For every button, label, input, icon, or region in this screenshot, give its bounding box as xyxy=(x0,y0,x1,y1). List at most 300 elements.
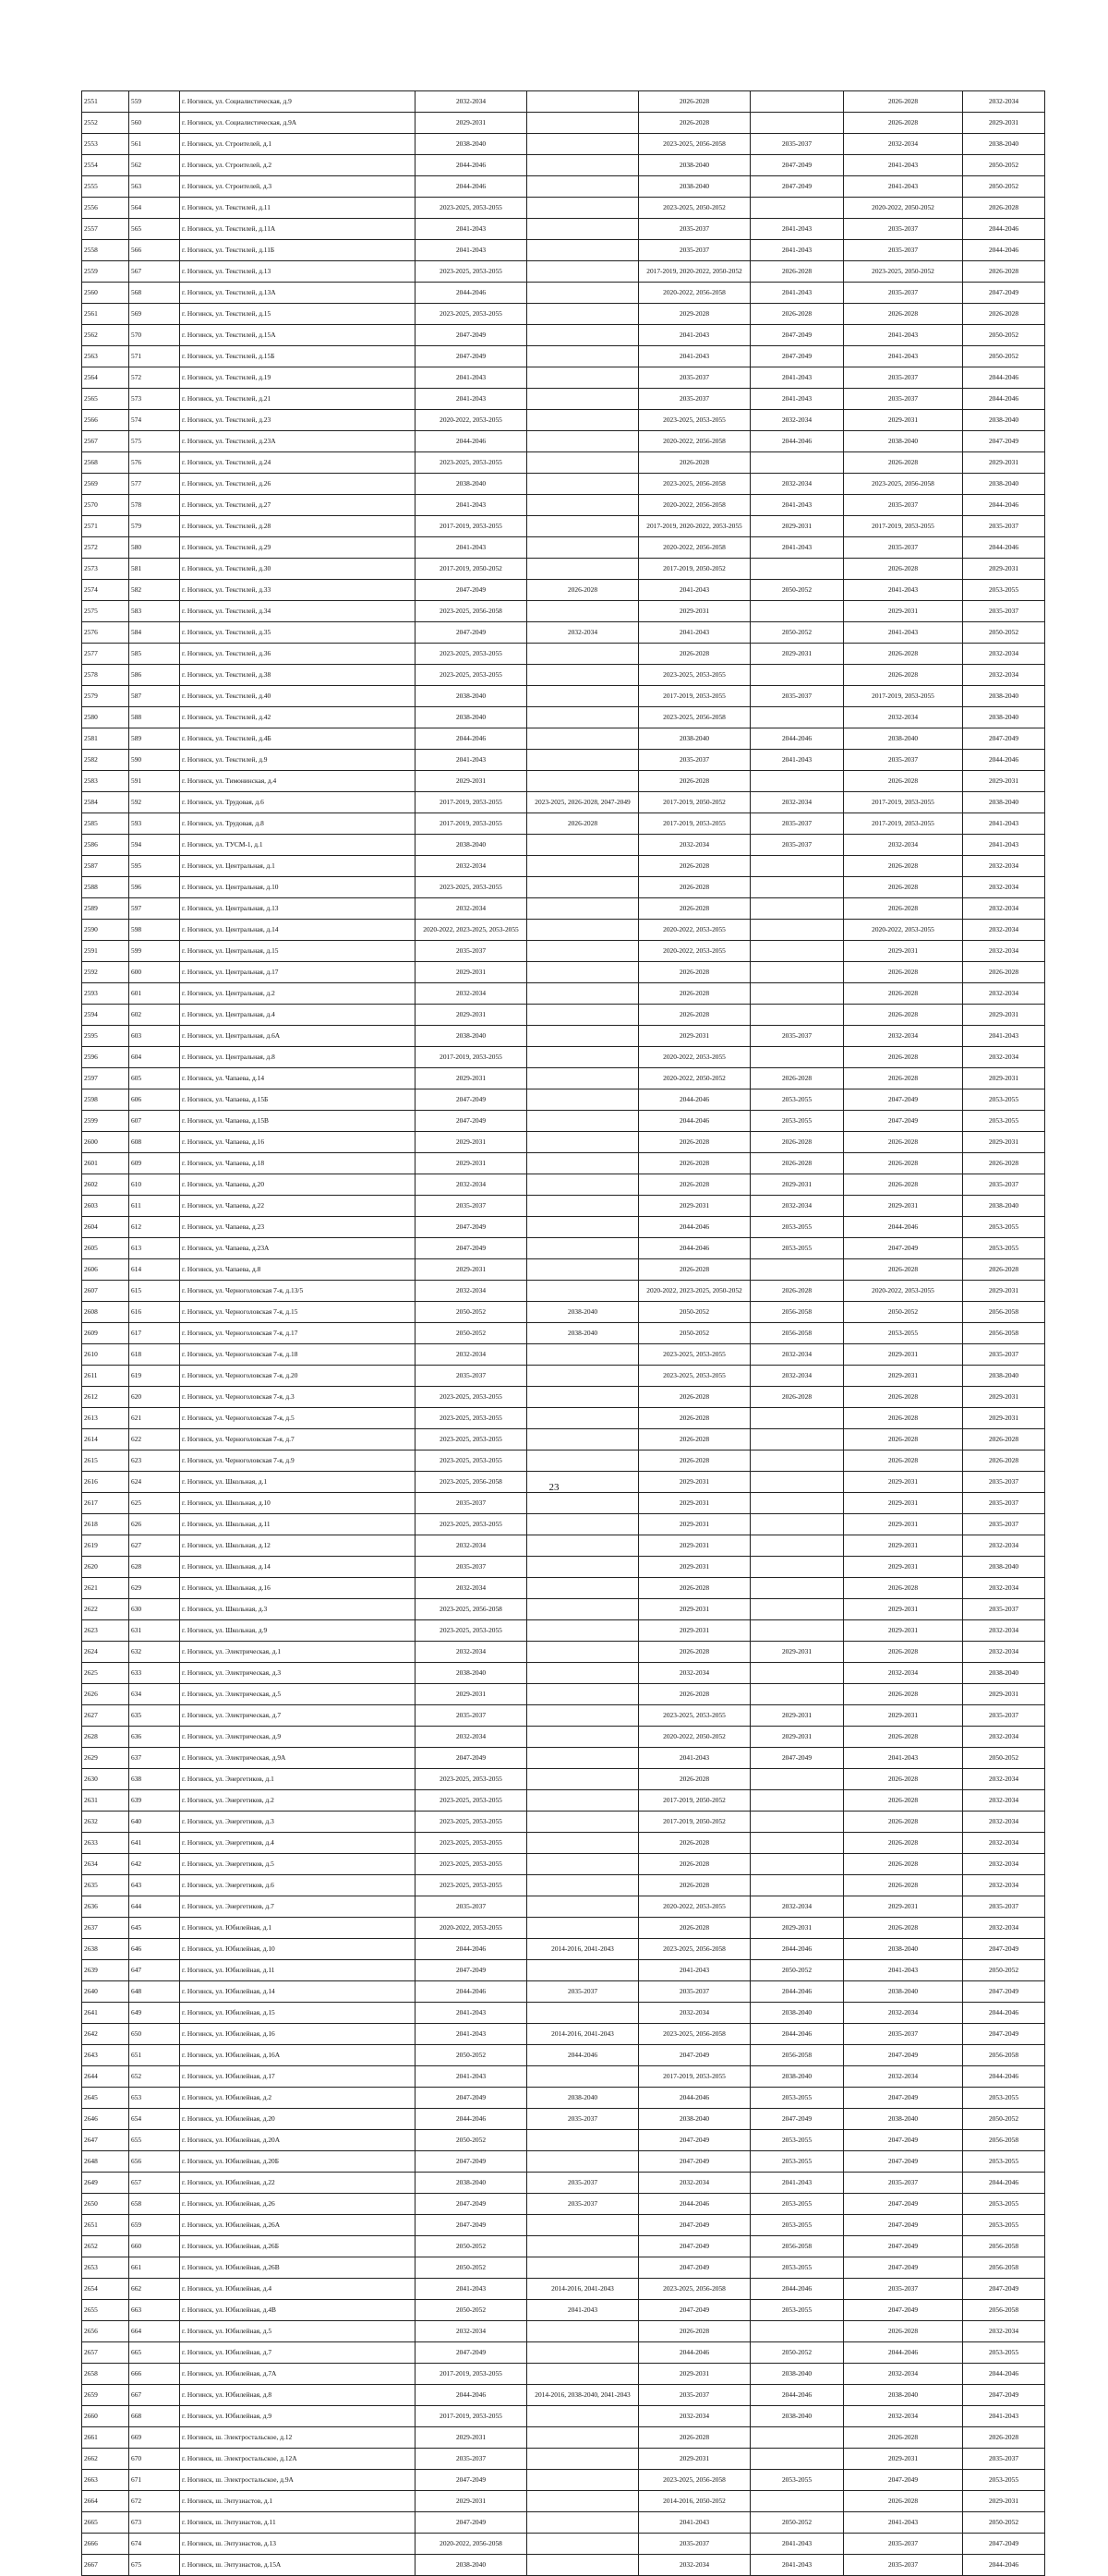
period-col-6-cell: 2026-2028 xyxy=(963,1429,1045,1451)
period-col-6-cell: 2041-2043 xyxy=(963,835,1045,856)
table-row xyxy=(82,835,1045,856)
period-col-6-cell: 2047-2049 xyxy=(963,2385,1045,2406)
period-col-1-cell: 2038-2040 xyxy=(416,835,527,856)
period-col-2-cell xyxy=(527,1047,639,1068)
period-col-3-cell: 2026-2028 xyxy=(639,1769,751,1790)
period-col-2-cell xyxy=(527,537,639,559)
period-col-6-cell: 2032-2034 xyxy=(963,877,1045,898)
row-number-cell: 2645 xyxy=(82,2088,129,2109)
object-number-cell: 563 xyxy=(129,176,180,198)
period-col-2-cell xyxy=(527,410,639,431)
period-col-6-cell: 2047-2049 xyxy=(963,2024,1045,2045)
period-col-3-cell: 2026-2028 xyxy=(639,1005,751,1026)
period-col-4-cell xyxy=(751,920,844,941)
address-cell: г. Ногинск, ул. Текстилей, д.36 xyxy=(180,644,416,665)
object-number-cell: 567 xyxy=(129,261,180,283)
period-col-6-cell: 2029-2031 xyxy=(963,113,1045,134)
period-col-1-cell: 2038-2040 xyxy=(416,474,527,495)
period-col-1-cell: 2047-2049 xyxy=(416,1111,527,1132)
table-row xyxy=(82,1196,1045,1217)
period-col-4-cell xyxy=(751,1493,844,1514)
address-cell: г. Ногинск, ул. Текстилей, д.11Б xyxy=(180,240,416,261)
period-col-6-cell: 2044-2046 xyxy=(963,219,1045,240)
period-col-5-cell: 2032-2034 xyxy=(844,2066,963,2088)
object-number-cell: 597 xyxy=(129,898,180,920)
period-col-5-cell: 2023-2025, 2056-2058 xyxy=(844,474,963,495)
period-col-5-cell: 2026-2028 xyxy=(844,856,963,877)
object-number-cell: 568 xyxy=(129,283,180,304)
period-col-2-cell xyxy=(527,1514,639,1535)
row-number-cell: 2594 xyxy=(82,1005,129,1026)
object-number-cell: 602 xyxy=(129,1005,180,1026)
period-col-5-cell: 2026-2028 xyxy=(844,1727,963,1748)
period-col-3-cell: 2047-2049 xyxy=(639,2257,751,2279)
page-number: 23 xyxy=(548,1482,560,1493)
period-col-3-cell: 2029-2031 xyxy=(639,1514,751,1535)
period-col-6-cell: 2029-2031 xyxy=(963,1387,1045,1408)
period-col-1-cell: 2023-2025, 2053-2055 xyxy=(416,1790,527,1812)
object-number-cell: 599 xyxy=(129,941,180,962)
object-number-cell: 671 xyxy=(129,2470,180,2491)
period-col-3-cell: 2035-2037 xyxy=(639,1981,751,2003)
period-col-4-cell: 2035-2037 xyxy=(751,835,844,856)
address-cell: г. Ногинск, ул. Чапаева, д.23А xyxy=(180,1238,416,1259)
period-col-1-cell: 2047-2049 xyxy=(416,1238,527,1259)
row-number-cell: 2636 xyxy=(82,1896,129,1918)
period-col-6-cell: 2032-2034 xyxy=(963,983,1045,1005)
object-number-cell: 560 xyxy=(129,113,180,134)
period-col-1-cell: 2047-2049 xyxy=(416,2151,527,2173)
period-col-6-cell: 2047-2049 xyxy=(963,1939,1045,1960)
table-row xyxy=(82,452,1045,474)
period-col-1-cell: 2041-2043 xyxy=(416,2066,527,2088)
address-cell: г. Ногинск, ул. Чапаева, д.14 xyxy=(180,1068,416,1089)
period-col-3-cell: 2026-2028 xyxy=(639,452,751,474)
object-number-cell: 617 xyxy=(129,1323,180,1344)
period-col-3-cell: 2047-2049 xyxy=(639,2215,751,2236)
period-col-5-cell: 2047-2049 xyxy=(844,1238,963,1259)
period-col-3-cell: 2020-2022, 2053-2055 xyxy=(639,941,751,962)
row-number-cell: 2643 xyxy=(82,2045,129,2066)
period-col-3-cell: 2026-2028 xyxy=(639,1875,751,1896)
row-number-cell: 2652 xyxy=(82,2236,129,2257)
period-col-2-cell xyxy=(527,1196,639,1217)
period-col-1-cell: 2023-2025, 2053-2055 xyxy=(416,877,527,898)
period-col-2-cell xyxy=(527,1727,639,1748)
period-col-2-cell xyxy=(527,983,639,1005)
period-col-1-cell: 2035-2037 xyxy=(416,1366,527,1387)
period-col-3-cell: 2023-2025, 2056-2058 xyxy=(639,707,751,728)
row-number-cell: 2572 xyxy=(82,537,129,559)
period-col-1-cell: 2047-2049 xyxy=(416,2512,527,2534)
period-col-4-cell: 2029-2031 xyxy=(751,644,844,665)
object-number-cell: 584 xyxy=(129,622,180,644)
period-col-6-cell: 2038-2040 xyxy=(963,474,1045,495)
row-number-cell: 2555 xyxy=(82,176,129,198)
period-col-1-cell: 2029-2031 xyxy=(416,1259,527,1281)
period-col-3-cell: 2026-2028 xyxy=(639,1642,751,1663)
period-col-1-cell: 2017-2019, 2053-2055 xyxy=(416,2364,527,2385)
period-col-2-cell xyxy=(527,1429,639,1451)
address-cell: г. Ногинск, ул. Юбилейная, д.14 xyxy=(180,1981,416,2003)
period-col-5-cell: 2017-2019, 2053-2055 xyxy=(844,686,963,707)
period-col-4-cell: 2035-2037 xyxy=(751,134,844,155)
row-number-cell: 2660 xyxy=(82,2406,129,2427)
period-col-3-cell: 2029-2031 xyxy=(639,1620,751,1642)
period-col-5-cell: 2026-2028 xyxy=(844,1833,963,1854)
table-row xyxy=(82,2300,1045,2321)
object-number-cell: 564 xyxy=(129,198,180,219)
period-col-1-cell: 2041-2043 xyxy=(416,2003,527,2024)
period-col-6-cell: 2032-2034 xyxy=(963,920,1045,941)
period-col-3-cell: 2020-2022, 2050-2052 xyxy=(639,1068,751,1089)
period-col-1-cell: 2035-2037 xyxy=(416,2449,527,2470)
period-col-4-cell: 2041-2043 xyxy=(751,2173,844,2194)
period-col-1-cell: 2029-2031 xyxy=(416,113,527,134)
period-col-6-cell: 2038-2040 xyxy=(963,1663,1045,1684)
period-col-1-cell: 2017-2019, 2053-2055 xyxy=(416,1047,527,1068)
period-col-6-cell: 2032-2034 xyxy=(963,1812,1045,1833)
address-cell: г. Ногинск, ул. Юбилейная, д.16 xyxy=(180,2024,416,2045)
address-cell: г. Ногинск, ш. Электростальское, д.12 xyxy=(180,2427,416,2449)
object-number-cell: 662 xyxy=(129,2279,180,2300)
table-row xyxy=(82,2449,1045,2470)
period-col-6-cell: 2053-2055 xyxy=(963,2088,1045,2109)
period-col-1-cell: 2041-2043 xyxy=(416,389,527,410)
address-cell: г. Ногинск, ул. Юбилейная, д.26В xyxy=(180,2257,416,2279)
period-col-4-cell: 2053-2055 xyxy=(751,2130,844,2151)
row-number-cell: 2663 xyxy=(82,2470,129,2491)
address-cell: г. Ногинск, ул. Текстилей, д.27 xyxy=(180,495,416,516)
address-cell: г. Ногинск, ул. Чапаева, д.16 xyxy=(180,1132,416,1153)
period-col-1-cell: 2038-2040 xyxy=(416,686,527,707)
address-cell: г. Ногинск, ул. Центральная, д.1 xyxy=(180,856,416,877)
period-col-1-cell: 2029-2031 xyxy=(416,1684,527,1705)
period-col-3-cell: 2038-2040 xyxy=(639,2109,751,2130)
object-number-cell: 601 xyxy=(129,983,180,1005)
period-col-5-cell: 2020-2022, 2050-2052 xyxy=(844,198,963,219)
period-col-6-cell: 2041-2043 xyxy=(963,1026,1045,1047)
period-col-3-cell: 2038-2040 xyxy=(639,728,751,750)
table-row xyxy=(82,1833,1045,1854)
period-col-2-cell xyxy=(527,707,639,728)
period-col-3-cell: 2047-2049 xyxy=(639,2236,751,2257)
period-col-2-cell xyxy=(527,431,639,452)
row-number-cell: 2564 xyxy=(82,367,129,389)
row-number-cell: 2642 xyxy=(82,2024,129,2045)
row-number-cell: 2626 xyxy=(82,1684,129,1705)
period-col-4-cell xyxy=(751,1557,844,1578)
address-cell: г. Ногинск, ул. Центральная, д.8 xyxy=(180,1047,416,1068)
period-col-2-cell xyxy=(527,2364,639,2385)
object-number-cell: 616 xyxy=(129,1302,180,1323)
table-row xyxy=(82,1005,1045,1026)
period-col-1-cell: 2023-2025, 2053-2055 xyxy=(416,1620,527,1642)
row-number-cell: 2639 xyxy=(82,1960,129,1981)
object-number-cell: 600 xyxy=(129,962,180,983)
object-number-cell: 562 xyxy=(129,155,180,176)
period-col-4-cell: 2038-2040 xyxy=(751,2406,844,2427)
period-col-2-cell xyxy=(527,516,639,537)
table-row xyxy=(82,1281,1045,1302)
period-col-1-cell: 2038-2040 xyxy=(416,134,527,155)
row-number-cell: 2556 xyxy=(82,198,129,219)
table-row xyxy=(82,2279,1045,2300)
period-col-6-cell: 2044-2046 xyxy=(963,240,1045,261)
period-col-3-cell: 2026-2028 xyxy=(639,877,751,898)
row-number-cell: 2576 xyxy=(82,622,129,644)
period-col-4-cell xyxy=(751,1875,844,1896)
period-col-4-cell: 2050-2052 xyxy=(751,2512,844,2534)
period-col-4-cell xyxy=(751,877,844,898)
period-col-1-cell: 2047-2049 xyxy=(416,2215,527,2236)
period-col-2-cell: 2035-2037 xyxy=(527,2173,639,2194)
row-number-cell: 2580 xyxy=(82,707,129,728)
address-cell: г. Ногинск, ул. Центральная, д.17 xyxy=(180,962,416,983)
object-number-cell: 659 xyxy=(129,2215,180,2236)
period-col-1-cell: 2017-2019, 2053-2055 xyxy=(416,2406,527,2427)
period-col-3-cell: 2029-2031 xyxy=(639,2449,751,2470)
period-col-6-cell: 2029-2031 xyxy=(963,559,1045,580)
period-col-3-cell: 2026-2028 xyxy=(639,983,751,1005)
period-col-3-cell: 2026-2028 xyxy=(639,1854,751,1875)
address-cell: г. Ногинск, ул. Юбилейная, д.16А xyxy=(180,2045,416,2066)
period-col-6-cell: 2053-2055 xyxy=(963,1111,1045,1132)
period-col-3-cell: 2041-2043 xyxy=(639,622,751,644)
period-col-6-cell: 2047-2049 xyxy=(963,2279,1045,2300)
address-cell: г. Ногинск, ул. Юбилейная, д.9 xyxy=(180,2406,416,2427)
row-number-cell: 2579 xyxy=(82,686,129,707)
address-cell: г. Ногинск, ул. Текстилей, д.38 xyxy=(180,665,416,686)
period-col-2-cell xyxy=(527,1663,639,1684)
table-row xyxy=(82,1451,1045,1472)
period-col-1-cell: 2035-2037 xyxy=(416,1196,527,1217)
period-col-5-cell: 2035-2037 xyxy=(844,2534,963,2555)
period-col-2-cell xyxy=(527,1174,639,1196)
object-number-cell: 610 xyxy=(129,1174,180,1196)
address-cell: г. Ногинск, ул. Тимонинская, д.4 xyxy=(180,771,416,792)
period-col-4-cell: 2044-2046 xyxy=(751,1981,844,2003)
period-col-2-cell xyxy=(527,1684,639,1705)
table-row xyxy=(82,495,1045,516)
address-cell: г. Ногинск, ул. Юбилейная, д.2 xyxy=(180,2088,416,2109)
period-col-4-cell: 2053-2055 xyxy=(751,1217,844,1238)
table-row xyxy=(82,2173,1045,2194)
object-number-cell: 632 xyxy=(129,1642,180,1663)
period-col-6-cell: 2035-2037 xyxy=(963,601,1045,622)
period-col-5-cell: 2035-2037 xyxy=(844,367,963,389)
period-col-6-cell: 2053-2055 xyxy=(963,2342,1045,2364)
period-col-1-cell: 2047-2049 xyxy=(416,2194,527,2215)
period-col-6-cell: 2050-2052 xyxy=(963,2512,1045,2534)
period-col-2-cell xyxy=(527,1790,639,1812)
period-col-5-cell: 2026-2028 xyxy=(844,1875,963,1896)
period-col-1-cell: 2032-2034 xyxy=(416,856,527,877)
row-number-cell: 2630 xyxy=(82,1769,129,1790)
period-col-2-cell xyxy=(527,1918,639,1939)
object-number-cell: 607 xyxy=(129,1111,180,1132)
period-col-1-cell: 2017-2019, 2053-2055 xyxy=(416,813,527,835)
object-number-cell: 621 xyxy=(129,1408,180,1429)
period-col-3-cell: 2026-2028 xyxy=(639,1408,751,1429)
period-col-2-cell: 2014-2016, 2041-2043 xyxy=(527,1939,639,1960)
table-row xyxy=(82,877,1045,898)
period-col-4-cell xyxy=(751,983,844,1005)
row-number-cell: 2667 xyxy=(82,2555,129,2576)
period-col-2-cell: 2041-2043 xyxy=(527,2300,639,2321)
object-number-cell: 572 xyxy=(129,367,180,389)
address-cell: г. Ногинск, ул. Чапаева, д.20 xyxy=(180,1174,416,1196)
period-col-5-cell: 2026-2028 xyxy=(844,1451,963,1472)
period-col-3-cell: 2020-2022, 2053-2055 xyxy=(639,920,751,941)
period-col-6-cell: 2053-2055 xyxy=(963,580,1045,601)
period-col-2-cell: 2038-2040 xyxy=(527,2088,639,2109)
period-col-3-cell: 2023-2025, 2056-2058 xyxy=(639,2024,751,2045)
period-col-4-cell: 2026-2028 xyxy=(751,1153,844,1174)
row-number-cell: 2635 xyxy=(82,1875,129,1896)
table-row xyxy=(82,580,1045,601)
row-number-cell: 2628 xyxy=(82,1727,129,1748)
period-col-4-cell: 2041-2043 xyxy=(751,219,844,240)
row-number-cell: 2602 xyxy=(82,1174,129,1196)
address-cell: г. Ногинск, ул. Школьная, д.16 xyxy=(180,1578,416,1599)
address-cell: г. Ногинск, ул. Электрическая, д.5 xyxy=(180,1684,416,1705)
address-cell: г. Ногинск, ул. Юбилейная, д.26 xyxy=(180,2194,416,2215)
period-col-3-cell: 2044-2046 xyxy=(639,1238,751,1259)
period-col-5-cell: 2047-2049 xyxy=(844,1089,963,1111)
table-row xyxy=(82,920,1045,941)
period-col-3-cell: 2032-2034 xyxy=(639,2003,751,2024)
row-number-cell: 2600 xyxy=(82,1132,129,1153)
period-col-2-cell xyxy=(527,1599,639,1620)
address-cell: г. Ногинск, ул. Школьная, д.9 xyxy=(180,1620,416,1642)
period-col-2-cell xyxy=(527,2236,639,2257)
address-cell: г. Ногинск, ул. Юбилейная, д.4 xyxy=(180,2279,416,2300)
period-col-2-cell xyxy=(527,2449,639,2470)
table-row xyxy=(82,1132,1045,1153)
period-col-4-cell: 2026-2028 xyxy=(751,1387,844,1408)
table-row xyxy=(82,1387,1045,1408)
table-row xyxy=(82,665,1045,686)
row-number-cell: 2646 xyxy=(82,2109,129,2130)
object-number-cell: 658 xyxy=(129,2194,180,2215)
period-col-2-cell xyxy=(527,1068,639,1089)
period-col-1-cell: 2050-2052 xyxy=(416,1302,527,1323)
period-col-3-cell: 2041-2043 xyxy=(639,346,751,367)
period-col-2-cell xyxy=(527,1535,639,1557)
period-col-4-cell xyxy=(751,1620,844,1642)
address-cell: г. Ногинск, ул. Центральная, д.10 xyxy=(180,877,416,898)
period-col-2-cell xyxy=(527,1217,639,1238)
period-col-4-cell: 2044-2046 xyxy=(751,2279,844,2300)
period-col-6-cell: 2044-2046 xyxy=(963,389,1045,410)
row-number-cell: 2634 xyxy=(82,1854,129,1875)
object-number-cell: 633 xyxy=(129,1663,180,1684)
period-col-6-cell: 2032-2034 xyxy=(963,1769,1045,1790)
object-number-cell: 565 xyxy=(129,219,180,240)
object-number-cell: 561 xyxy=(129,134,180,155)
period-col-2-cell: 2044-2046 xyxy=(527,2045,639,2066)
period-col-2-cell xyxy=(527,1451,639,1472)
period-col-3-cell: 2029-2031 xyxy=(639,1493,751,1514)
period-col-6-cell: 2032-2034 xyxy=(963,91,1045,113)
row-number-cell: 2644 xyxy=(82,2066,129,2088)
object-number-cell: 668 xyxy=(129,2406,180,2427)
period-col-4-cell: 2050-2052 xyxy=(751,622,844,644)
period-col-3-cell: 2020-2022, 2056-2058 xyxy=(639,283,751,304)
period-col-4-cell xyxy=(751,1451,844,1472)
address-cell: г. Ногинск, ул. Центральная, д.14 xyxy=(180,920,416,941)
address-cell: г. Ногинск, ш. Энтузиастов, д.15А xyxy=(180,2555,416,2576)
row-number-cell: 2558 xyxy=(82,240,129,261)
period-col-3-cell: 2026-2028 xyxy=(639,1174,751,1196)
address-cell: г. Ногинск, ул. Юбилейная, д.26Б xyxy=(180,2236,416,2257)
object-number-cell: 594 xyxy=(129,835,180,856)
period-col-5-cell: 2026-2028 xyxy=(844,559,963,580)
period-col-6-cell: 2032-2034 xyxy=(963,898,1045,920)
period-col-3-cell: 2023-2025, 2056-2058 xyxy=(639,1939,751,1960)
row-number-cell: 2603 xyxy=(82,1196,129,1217)
period-col-2-cell xyxy=(527,750,639,771)
period-col-3-cell: 2029-2031 xyxy=(639,1472,751,1493)
row-number-cell: 2596 xyxy=(82,1047,129,1068)
row-number-cell: 2661 xyxy=(82,2427,129,2449)
period-col-2-cell xyxy=(527,283,639,304)
row-number-cell: 2629 xyxy=(82,1748,129,1769)
object-number-cell: 667 xyxy=(129,2385,180,2406)
period-col-5-cell: 2026-2028 xyxy=(844,304,963,325)
period-col-4-cell: 2041-2043 xyxy=(751,283,844,304)
period-col-2-cell: 2038-2040 xyxy=(527,1323,639,1344)
period-col-2-cell: 2026-2028 xyxy=(527,580,639,601)
address-cell: г. Ногинск, ул. Юбилейная, д.7 xyxy=(180,2342,416,2364)
period-col-1-cell: 2023-2025, 2056-2058 xyxy=(416,601,527,622)
row-number-cell: 2598 xyxy=(82,1089,129,1111)
period-col-1-cell: 2035-2037 xyxy=(416,1557,527,1578)
period-col-3-cell: 2026-2028 xyxy=(639,1429,751,1451)
table-row xyxy=(82,1068,1045,1089)
period-col-4-cell: 2026-2028 xyxy=(751,261,844,283)
period-col-2-cell xyxy=(527,1896,639,1918)
period-col-1-cell: 2029-2031 xyxy=(416,2491,527,2512)
table-row xyxy=(82,304,1045,325)
period-col-4-cell xyxy=(751,707,844,728)
object-number-cell: 630 xyxy=(129,1599,180,1620)
period-col-4-cell xyxy=(751,1599,844,1620)
address-cell: г. Ногинск, ул. Центральная, д.13 xyxy=(180,898,416,920)
period-col-5-cell: 2029-2031 xyxy=(844,1472,963,1493)
period-col-3-cell: 2050-2052 xyxy=(639,1302,751,1323)
address-cell: г. Ногинск, ул. Центральная, д.6А xyxy=(180,1026,416,1047)
period-col-6-cell: 2032-2034 xyxy=(963,1727,1045,1748)
period-col-5-cell: 2029-2031 xyxy=(844,1620,963,1642)
period-col-4-cell xyxy=(751,1259,844,1281)
table-row xyxy=(82,728,1045,750)
object-number-cell: 628 xyxy=(129,1557,180,1578)
table-row xyxy=(82,2045,1045,2066)
period-col-1-cell: 2044-2046 xyxy=(416,431,527,452)
period-col-4-cell: 2053-2055 xyxy=(751,2151,844,2173)
period-col-2-cell xyxy=(527,474,639,495)
period-col-5-cell: 2038-2040 xyxy=(844,431,963,452)
address-cell: г. Ногинск, ул. Черноголовская 7-я, д.13/5 xyxy=(180,1281,416,1302)
period-col-2-cell xyxy=(527,389,639,410)
period-col-5-cell: 2044-2046 xyxy=(844,2342,963,2364)
period-col-6-cell: 2029-2031 xyxy=(963,452,1045,474)
period-col-5-cell: 2026-2028 xyxy=(844,2321,963,2342)
period-col-5-cell: 2035-2037 xyxy=(844,2555,963,2576)
period-col-1-cell: 2023-2025, 2053-2055 xyxy=(416,452,527,474)
